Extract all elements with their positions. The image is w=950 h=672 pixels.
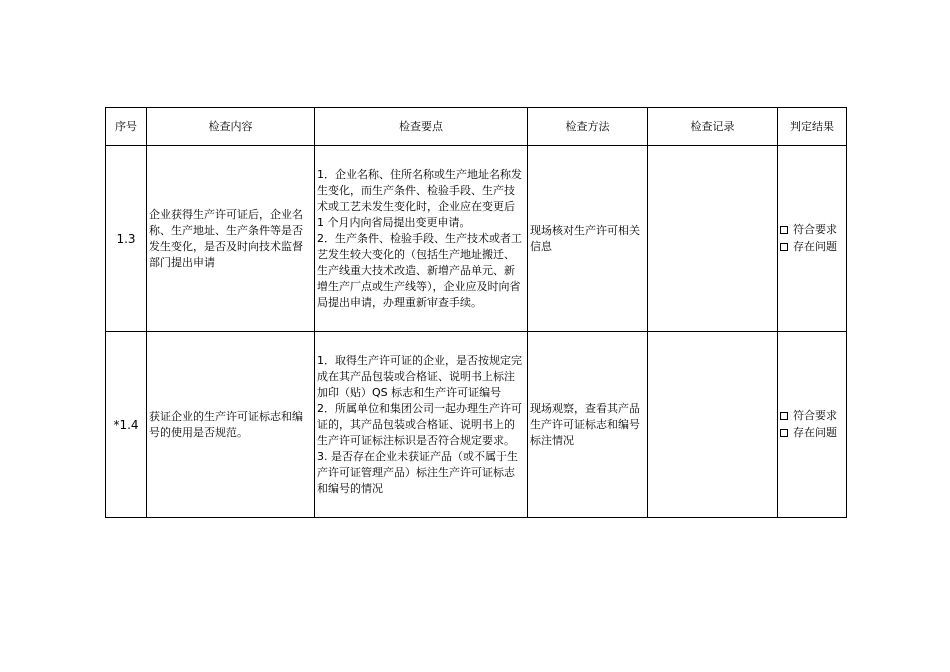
- check-content: 获证企业的生产许可证标志和编号的使用是否规范。: [147, 332, 315, 518]
- result-option-pass[interactable]: [780, 408, 844, 425]
- table-row: [106, 332, 847, 518]
- judgement-result: [778, 332, 847, 518]
- table-header-row: [106, 108, 847, 146]
- check-record[interactable]: [648, 332, 778, 518]
- header-record: 检查记录: [648, 108, 778, 146]
- check-point: 1．取得生产许可证的企业，是否按规定完成在其产品包装或合格证、说明书上标注加印（贴）QS 标志和生产许可证编号: [317, 353, 522, 399]
- row-number: 1.3: [106, 146, 147, 332]
- result-option-label: 存在问题: [793, 240, 837, 253]
- check-method: 现场观察，查看其产品生产许可证标志和编号标注情况: [528, 332, 648, 518]
- check-content: 企业获得生产许可证后，企业名称、生产地址、生产条件等是否发生变化，是否及时向技术监督部门提出申请: [147, 146, 315, 332]
- check-method: 现场核对生产许可相关信息: [528, 146, 648, 332]
- checkbox-icon[interactable]: [780, 226, 788, 234]
- check-point: 2．所属单位和集团公司一起办理生产许可证的，其产品包装或合格证、说明书上的生产许可证标注标识是否符合规定要求。: [317, 401, 522, 447]
- judgement-result: [778, 146, 847, 332]
- check-points: [315, 332, 528, 518]
- check-point: 3. 是否存在企业未获证产品（或不属于生产许可证管理产品）标注生产许可证标志和编号的情况: [317, 449, 518, 495]
- header-method: 检查方法: [528, 108, 648, 146]
- header-content: 检查内容: [147, 108, 315, 146]
- header-result: 判定结果: [778, 108, 847, 146]
- result-option-issue[interactable]: [780, 425, 844, 442]
- result-option-label: 存在问题: [793, 426, 837, 439]
- inspection-table: [105, 107, 847, 518]
- header-no: 序号: [106, 108, 147, 146]
- result-option-issue[interactable]: [780, 239, 844, 256]
- checkbox-icon[interactable]: [780, 429, 788, 437]
- check-point: 1．企业名称、住所名称或生产地址名称发生变化，而生产条件、检验手段、生产技术或工艺未发生变化时，企业应在变更后 1 个月内向省局提出变更申请。: [317, 167, 522, 229]
- check-point: 2．生产条件、检验手段、生产技术或者工艺发生较大变化的（包括生产地址搬迁、生产线重大技术改造、新增产品单元、新增生产厂点或生产线等），企业应及时向省局提出申请，办理重新审查手续。: [317, 231, 522, 309]
- result-option-pass[interactable]: [780, 222, 844, 239]
- result-option-label: 符合要求: [793, 223, 837, 236]
- check-points: [315, 146, 528, 332]
- checkbox-icon[interactable]: [780, 243, 788, 251]
- result-option-label: 符合要求: [793, 409, 837, 422]
- check-record[interactable]: [648, 146, 778, 332]
- row-number: *1.4: [106, 332, 147, 518]
- checkbox-icon[interactable]: [780, 412, 788, 420]
- table-row: [106, 146, 847, 332]
- header-points: 检查要点: [315, 108, 528, 146]
